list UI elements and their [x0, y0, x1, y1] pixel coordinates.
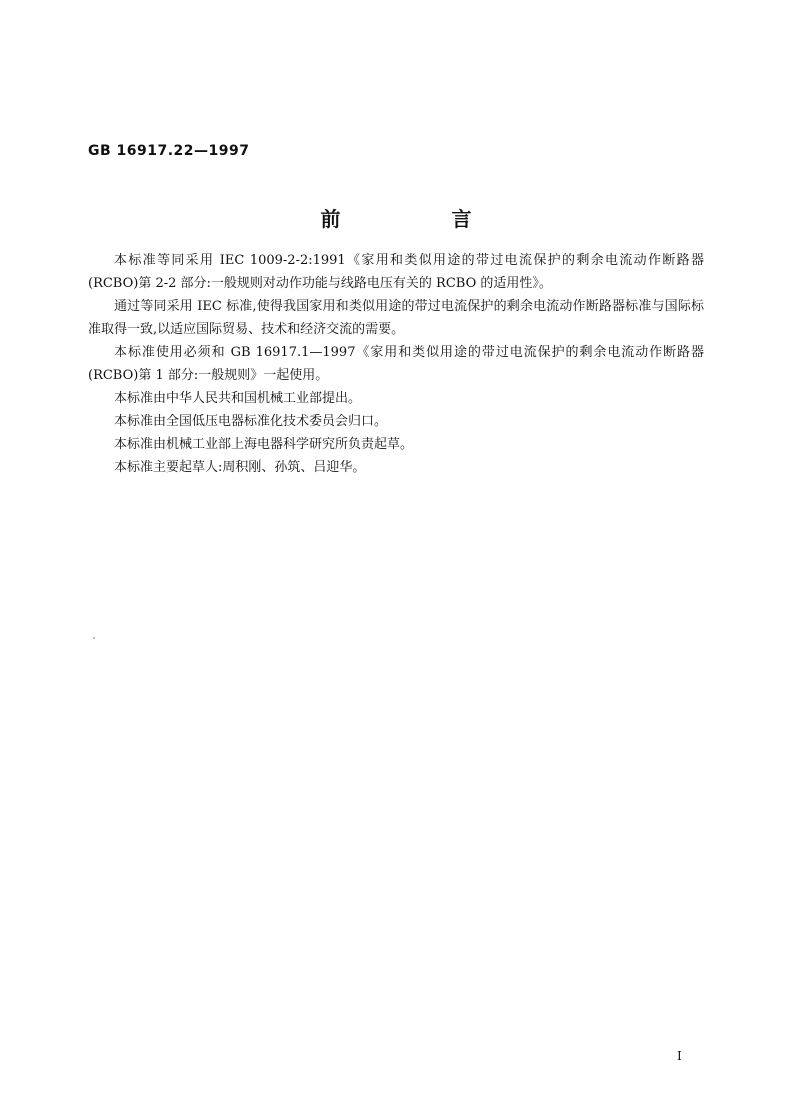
- scan-speck: [93, 637, 95, 639]
- foreword-body: [88, 249, 704, 479]
- paragraph-centralized: 本标准由全国低压电器标准化技术委员会归口。: [114, 414, 388, 429]
- paragraph-purpose: 通过等同采用 IEC 标准,使得我国家用和类似用途的带过电流保护的剩余电流动作断路器标准与国际标准取得一致,以适应国际贸易、技术和经济交流的需要。: [88, 299, 704, 337]
- paragraph-adoption: 本标准等同采用 IEC 1009-2-2:1991《家用和类似用途的带过电流保护的剩余电流动作断路器(RCBO)第 2-2 部分:一般规则对动作功能与线路电压有关的 RCBO 的适用性》。: [88, 253, 704, 291]
- paragraph-drafting-unit: 本标准由机械工业部上海电器科学研究所负责起草。: [114, 437, 414, 452]
- standard-number: GB 16917.22—1997: [88, 143, 250, 159]
- page-number: I: [677, 1049, 682, 1063]
- page-title: 前 言: [320, 207, 524, 231]
- paragraph-drafters: 本标准主要起草人:周积刚、孙筑、吕迎华。: [114, 460, 366, 475]
- paragraph-proposer: 本标准由中华人民共和国机械工业部提出。: [114, 391, 362, 406]
- paragraph-usage: 本标准使用必须和 GB 16917.1—1997《家用和类似用途的带过电流保护的剩余电流动作断路器(RCBO)第 1 部分:一般规则》一起使用。: [88, 345, 704, 383]
